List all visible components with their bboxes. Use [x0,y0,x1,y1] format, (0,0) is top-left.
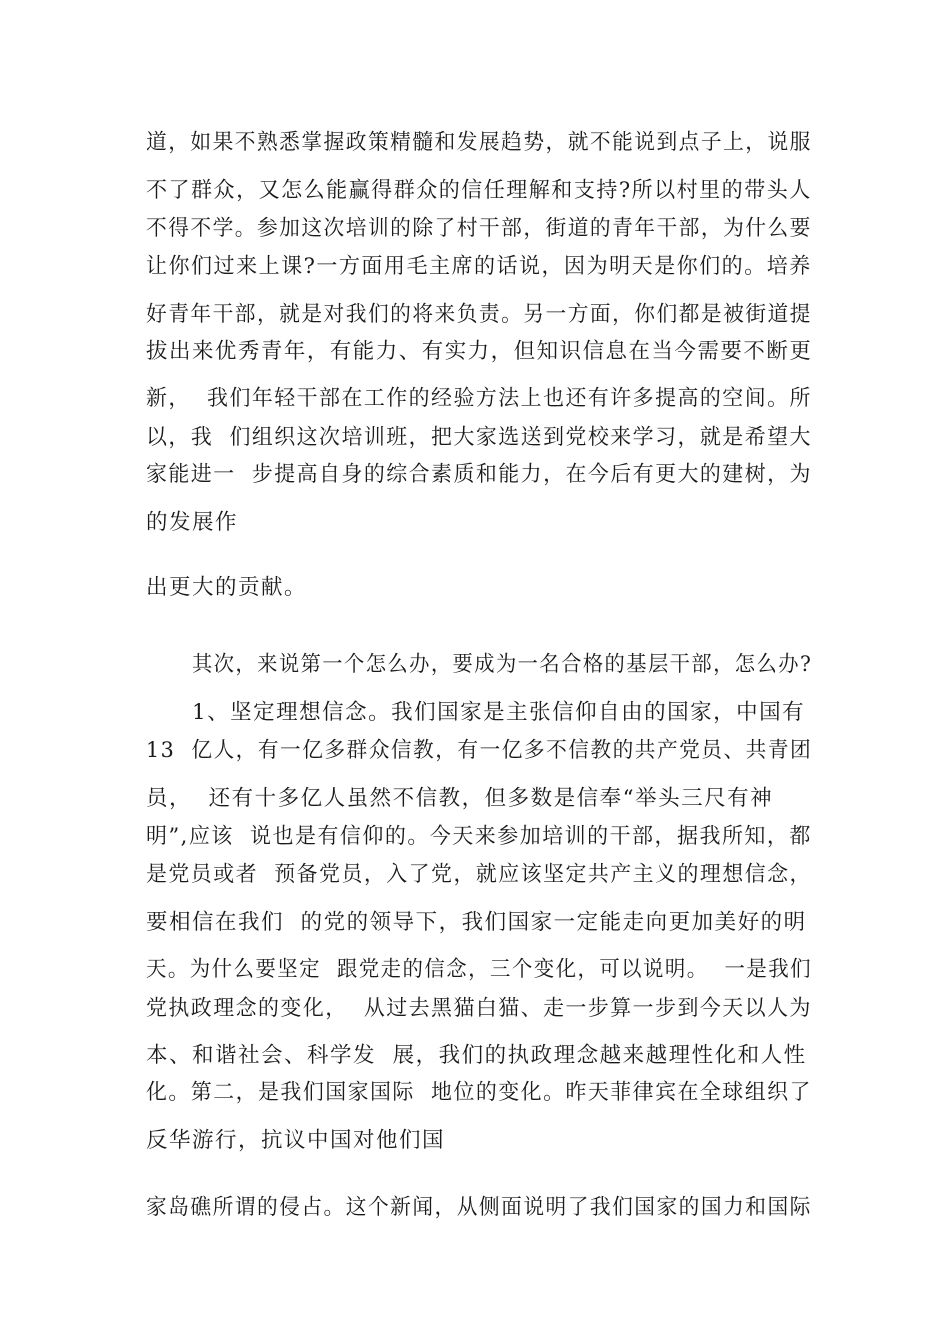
text-line: 出更大的贡献。 [146,575,308,600]
text-line: 不了群众，又怎么能赢得群众的信任理解和支持?所以村里的带头人 [146,178,812,203]
text-line: 其次，来说第一个怎么办，要成为一名合格的基层干部，怎么办? [192,652,813,677]
text-line: 党执政理念的变化， 从过去黑猫白猫、走一步算一步到今天以人为 [146,996,812,1021]
text-line: 的发展作 [146,510,239,535]
text-line: 拔出来优秀青年，有能力、有实力，但知识信息在当今需要不断更 [146,339,813,364]
text-line: 家能进一 步提高自身的综合素质和能力，在今后有更大的建树，为 [146,462,812,487]
text-line: 天。为什么要坚定 跟党走的信念，三个变化，可以说明。 一是我们 [146,957,813,982]
text-line: 好青年干部，就是对我们的将来负责。另一方面，你们都是被街道提 [146,302,812,327]
text-line: 化。第二，是我们国家国际 地位的变化。昨天菲律宾在全球组织了 [146,1080,812,1105]
text-line: 不得不学。参加这次培训的除了村干部，街道的青年干部，为什么要 [146,216,812,241]
text-line: 本、和谐社会、科学发 展，我们的执政理念越来越理性化和人性 [146,1043,807,1068]
text-line: 要相信在我们 的党的领导下，我们国家一定能走向更加美好的明 [146,910,807,935]
text-line: 是党员或者 预备党员，入了党，就应该坚定共产主义的理想信念， [146,862,812,887]
text-line: 明”,应该 说也是有信仰的。今天来参加培训的干部，据我所知，都 [146,824,812,849]
text-line: 反华游行，抗议中国对他们国 [146,1128,446,1153]
text-line: 新， 我们年轻干部在工作的经验方法上也还有许多提高的空间。所 [146,386,812,411]
text-line: 13 亿人，有一亿多群众信教，有一亿多不信教的共产党员、共青团 [146,738,813,763]
text-line: 以，我 们组织这次培训班，把大家选送到党校来学习，就是希望大 [146,425,812,450]
text-line: 员， 还有十多亿人虽然不信教，但多数是信奉“举头三尺有神 [146,786,774,811]
text-line: 让你们过来上课?一方面用毛主席的话说，因为明天是你们的。培养 [146,254,812,279]
text-line: 道，如果不熟悉掌握政策精髓和发展趋势，就不能说到点子上，说服 [146,130,812,155]
text-line: 1、坚定理想信念。我们国家是主张信仰自由的国家，中国有 [192,700,806,725]
text-line: 家岛礁所谓的侵占。这个新闻，从侧面说明了我们国家的国力和国际 [146,1195,812,1220]
